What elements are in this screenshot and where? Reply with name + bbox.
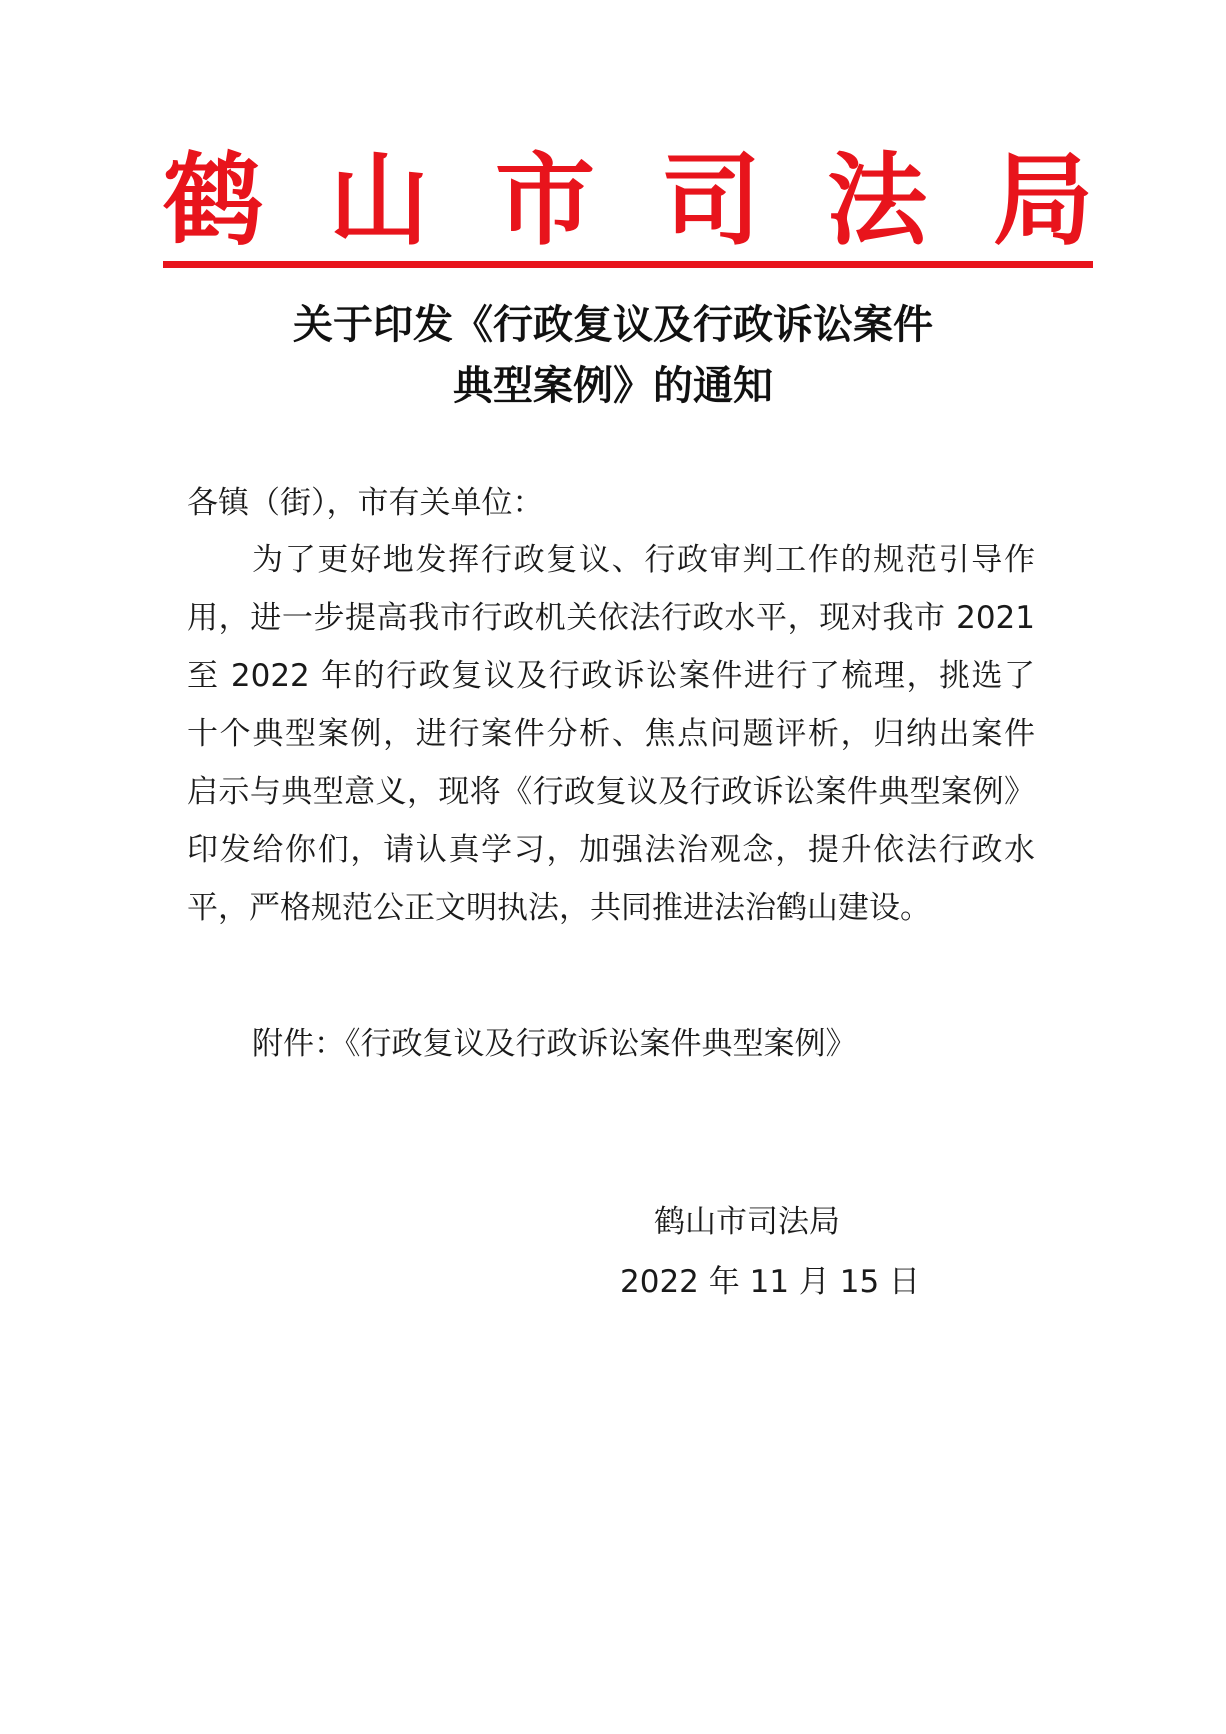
body-line: 至 2022 年的行政复议及行政诉讼案件进行了梳理，挑选了	[187, 658, 1035, 694]
masthead-char: 市	[495, 141, 595, 259]
body-line: 为了更好地发挥行政复议、行政审判工作的规范引导作	[252, 542, 1035, 578]
attachment-line: 附件：《行政复议及行政诉讼案件典型案例》	[252, 1026, 857, 1062]
body-line: 用，进一步提高我市行政机关依法行政水平，现对我市 2021	[187, 600, 1035, 636]
masthead-char: 司	[661, 141, 761, 259]
masthead-char: 法	[827, 141, 927, 259]
document-title-line-2: 典型案例》的通知	[453, 362, 773, 409]
masthead-divider	[163, 261, 1093, 268]
document-title-line-1: 关于印发《行政复议及行政诉讼案件	[293, 301, 933, 348]
body-line: 十个典型案例，进行案件分析、焦点问题评析，归纳出案件	[187, 716, 1035, 752]
masthead-char: 鹤	[163, 141, 263, 259]
body-line: 印发给你们，请认真学习，加强法治观念，提升依法行政水	[187, 832, 1035, 868]
body-line: 启示与典型意义，现将《行政复议及行政诉讼案件典型案例》	[187, 774, 1035, 810]
signature-date: 2022 年 11 月 15 日	[620, 1264, 921, 1300]
signature-organization: 鹤山市司法局	[654, 1204, 840, 1240]
salutation: 各镇（街），市有关单位：	[187, 485, 544, 521]
masthead-char: 局	[993, 141, 1093, 259]
body-line: 平，严格规范公正文明执法，共同推进法治鹤山建设。	[187, 890, 931, 926]
masthead	[163, 140, 1093, 260]
masthead-char: 山	[329, 141, 429, 259]
